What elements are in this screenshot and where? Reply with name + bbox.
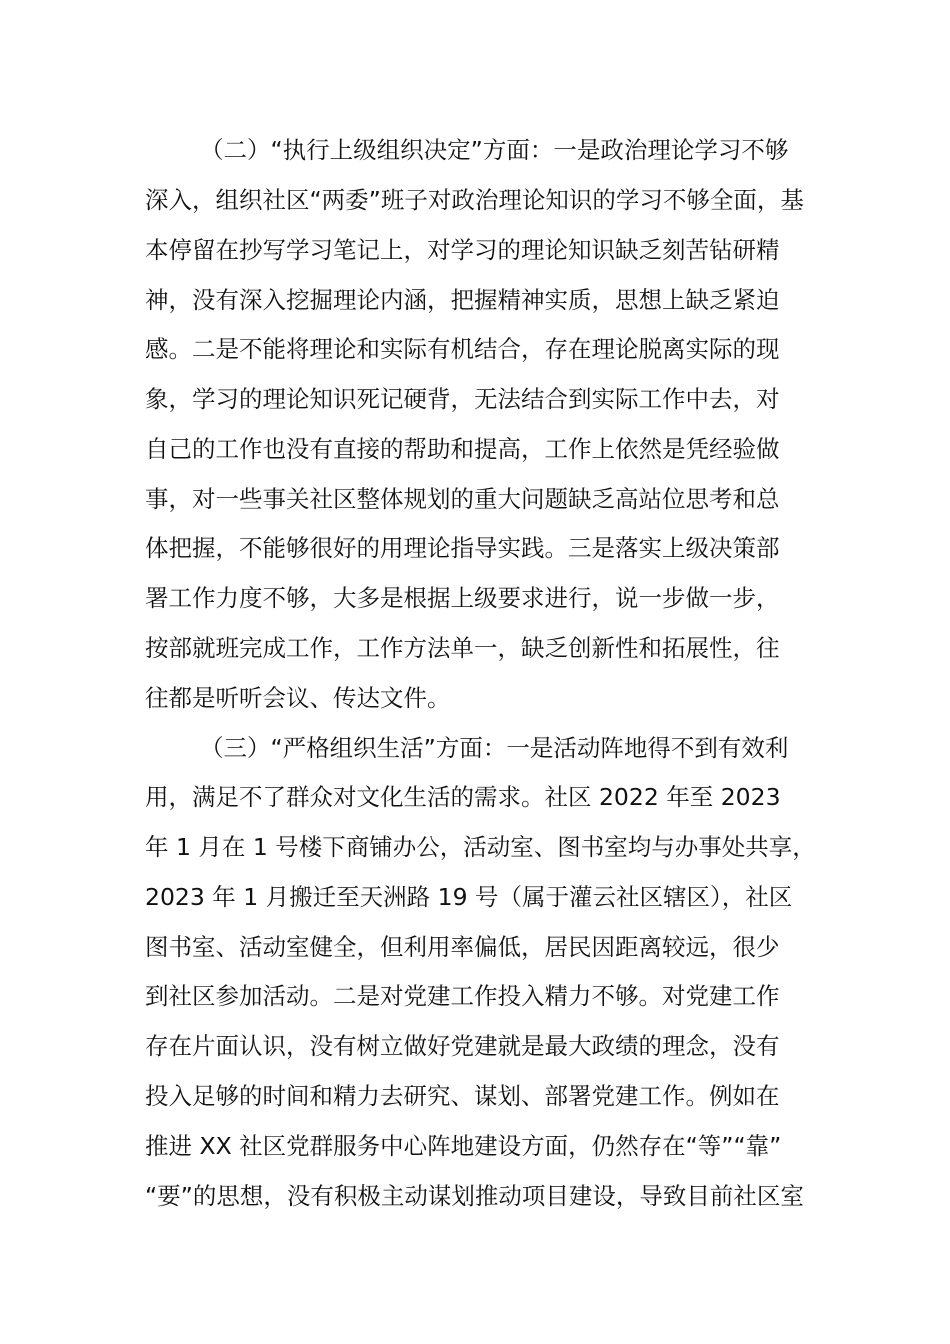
paragraph-3-line-1: （三）“严格组织生活”方面：一是活动阵地得不到有效利 [200,734,789,762]
paragraph-2-line-4: 神，没有深入挖掘理论内涵，把握精神实质，思想上缺乏紧迫 [145,286,780,314]
paragraph-3-line-9: 推进 XX 社区党群服务中心阵地建设方面，仍然存在“等”“靠” [145,1132,782,1160]
paragraph-2-line-7: 自己的工作也没有直接的帮助和提高，工作上依然是凭经验做 [145,435,780,463]
paragraph-2-line-10: 署工作力度不够，大多是根据上级要求进行，说一步做一步， [145,584,780,612]
paragraph-2-line-9: 体把握，不能够很好的用理论指导实践。三是落实上级决策部 [145,534,780,562]
paragraph-2-line-6: 象，学习的理论知识死记硬背，无法结合到实际工作中去，对 [145,385,780,413]
paragraph-2-line-1: （二）“执行上级组织决定”方面：一是政治理论学习不够 [200,136,789,164]
paragraph-2-line-3: 本停留在抄写学习笔记上，对学习的理论知识缺乏刻苦钻研精 [145,236,780,264]
paragraph-3-line-6: 到社区参加活动。二是对党建工作投入精力不够。对党建工作 [145,982,780,1010]
paragraph-2-line-8: 事，对一些事关社区整体规划的重大问题缺乏高站位思考和总 [145,485,780,513]
paragraph-3-line-3: 年 1 月在 1 号楼下商铺办公，活动室、图书室均与办事处共享， [145,833,816,861]
paragraph-2-line-11: 按部就班完成工作，工作方法单一，缺乏创新性和拓展性，往 [145,634,780,662]
paragraph-3-line-7: 存在片面认识，没有树立做好党建就是最大政绩的理念，没有 [145,1032,780,1060]
paragraph-3-line-2: 用，满足不了群众对文化生活的需求。社区 2022 年至 2023 [145,783,781,811]
paragraph-3-line-8: 投入足够的时间和精力去研究、谋划、部署党建工作。例如在 [145,1082,780,1110]
paragraph-3-line-10: “要”的思想，没有积极主动谋划推动项目建设，导致目前社区室 [145,1182,804,1210]
paragraph-3-line-4: 2023 年 1 月搬迁至天洲路 19 号（属于灌云社区辖区），社区 [145,883,793,911]
paragraph-3-line-5: 图书室、活动室健全，但利用率偏低，居民因距离较远，很少 [145,933,780,961]
paragraph-2-line-12: 往都是听听会议、传达文件。 [145,684,451,712]
paragraph-2-line-2: 深入，组织社区“两委”班子对政治理论知识的学习不够全面，基 [145,186,804,214]
paragraph-2-line-5: 感。二是不能将理论和实际有机结合，存在理论脱离实际的现 [145,335,780,363]
